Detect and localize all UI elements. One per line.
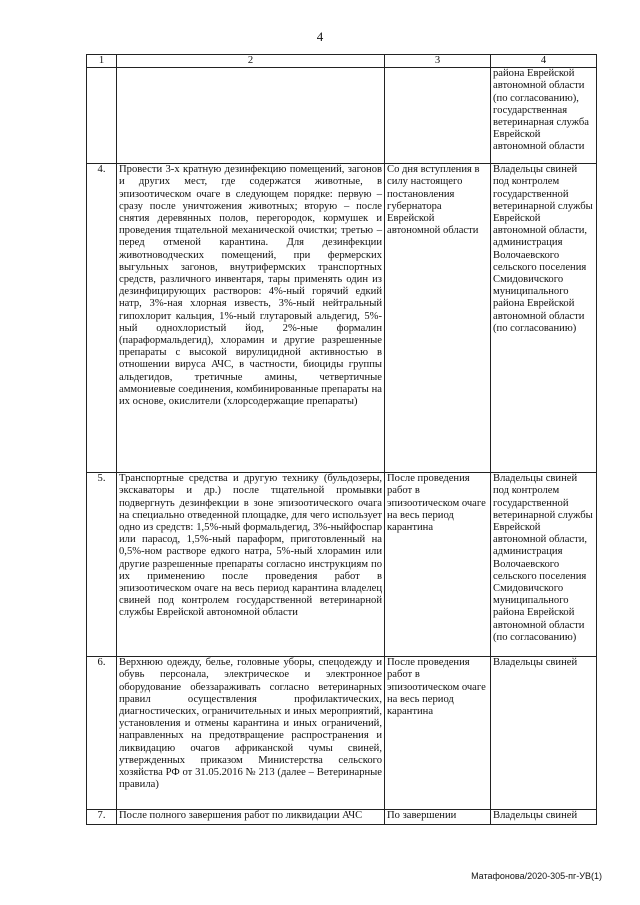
header-col-3: 3 [385, 55, 491, 68]
row-executor: Владельцы свиней [491, 810, 597, 825]
table-row [87, 164, 597, 473]
row-executor: района Еврейской автономной области (по согласованию), государственная ветеринарная служба Еврейской автономной области [491, 68, 597, 164]
measures-table [86, 54, 597, 825]
row-term: Со дня вступления в силу настоящего постановления губернатора Еврейской автономной области [385, 164, 491, 473]
header-col-1: 1 [87, 55, 117, 68]
row-action: Провести 3-х кратную дезинфекцию помещений, загонов и других мест, где содержатся животные, в эпизоотическом очаге в следующем порядке: первую – сразу после уничтожения животных; вторую – после снятия деревянных полов, перегородок, кормушек и проведения тщательной механической очистки; третью – перед отменой карантина. Для дезинфекции животноводческих помещений, при фермерских выгульных загонов, внутрифермских транспортных средств, различного инвентаря, тары применять один из дезинфицирующих растворов: 4%-ный горячий едкий натр, 3%-ная хлорная известь, 3%-ный нейтральный гипохлорит кальция, 1%-ный глутаровый альдегид, 5%-ный однохлористый йод, 2%-ные формалин (параформальдегид), хлорамин и другие разрешенные препараты с высокой вирулицидной активностью в отношении вируса АЧС, в частности, биоциды группы альдегидов, третичные амины, четвертичные аммониевые соединения, комбинированные препараты на их основе, окислители (хлорсодержащие препараты) [117, 164, 385, 473]
row-number: 7. [87, 810, 117, 825]
header-col-2: 2 [117, 55, 385, 68]
row-term: После проведения работ в эпизоотическом очаге на весь период карантина [385, 657, 491, 810]
row-term: После проведения работ в эпизоотическом очаге на весь период карантина [385, 473, 491, 657]
header-col-4: 4 [491, 55, 597, 68]
row-term: По завершении [385, 810, 491, 825]
table-row [87, 657, 597, 810]
table-row [87, 68, 597, 164]
row-number [87, 68, 117, 164]
row-executor: Владельцы свиней [491, 657, 597, 810]
table-row [87, 810, 597, 825]
row-term [385, 68, 491, 164]
row-number: 4. [87, 164, 117, 473]
row-action: Транспортные средства и другую технику (бульдозеры, экскаваторы и др.) после тщательной промывки подвергнуть дезинфекции в зоне эпизоотического очага на специально отведенной площадке, для чего использует одно из средств: 1,5%-ный формальдегид, 3%-ныйфоспар или парасод, 1,5%-ный параформ, приготовленный на 0,5%-ном растворе едкого натра, 5%-ный хлорамин или другие разрешенные препараты согласно инструкциям по их применению после проведения работ в эпизоотическом очаге на весь период карантина владелец свиней под контролем государственной ветеринарной службы Еврейской автономной области [117, 473, 385, 657]
table-header-row [87, 55, 597, 68]
table-row [87, 473, 597, 657]
row-number: 5. [87, 473, 117, 657]
row-action: Верхнюю одежду, белье, головные уборы, спецодежду и обувь персонала, электрическое и электронное оборудование обеззараживать согласно ветеринарных правил осуществления профилактических, диагностических, ограничительных и иных мероприятий, установления и отмены карантина и иных ограничений, направленных на предотвращение распространения и ликвидацию очагов африканской чумы свиней, утвержденных приказом Министерства сельского хозяйства РФ от 31.05.2016 № 213 (далее – Ветеринарные правила) [117, 657, 385, 810]
document-footer-code: Матафонова/2020-305-пг-УВ(1) [471, 871, 602, 881]
row-executor: Владельцы свиней под контролем государственной ветеринарной службы Еврейской автономной области, администрация Волочаевского сельского поселения Смидовичского муниципального района Еврейской автономной области (по согласованию) [491, 473, 597, 657]
row-action [117, 68, 385, 164]
row-executor: Владельцы свиней под контролем государственной ветеринарной службы Еврейской автономной области, администрация Волочаевского сельского поселения Смидовичского муниципального района Еврейской автономной области (по согласованию) [491, 164, 597, 473]
page-number: 4 [316, 29, 324, 44]
row-number: 6. [87, 657, 117, 810]
row-action: После полного завершения работ по ликвидации АЧС [117, 810, 385, 825]
